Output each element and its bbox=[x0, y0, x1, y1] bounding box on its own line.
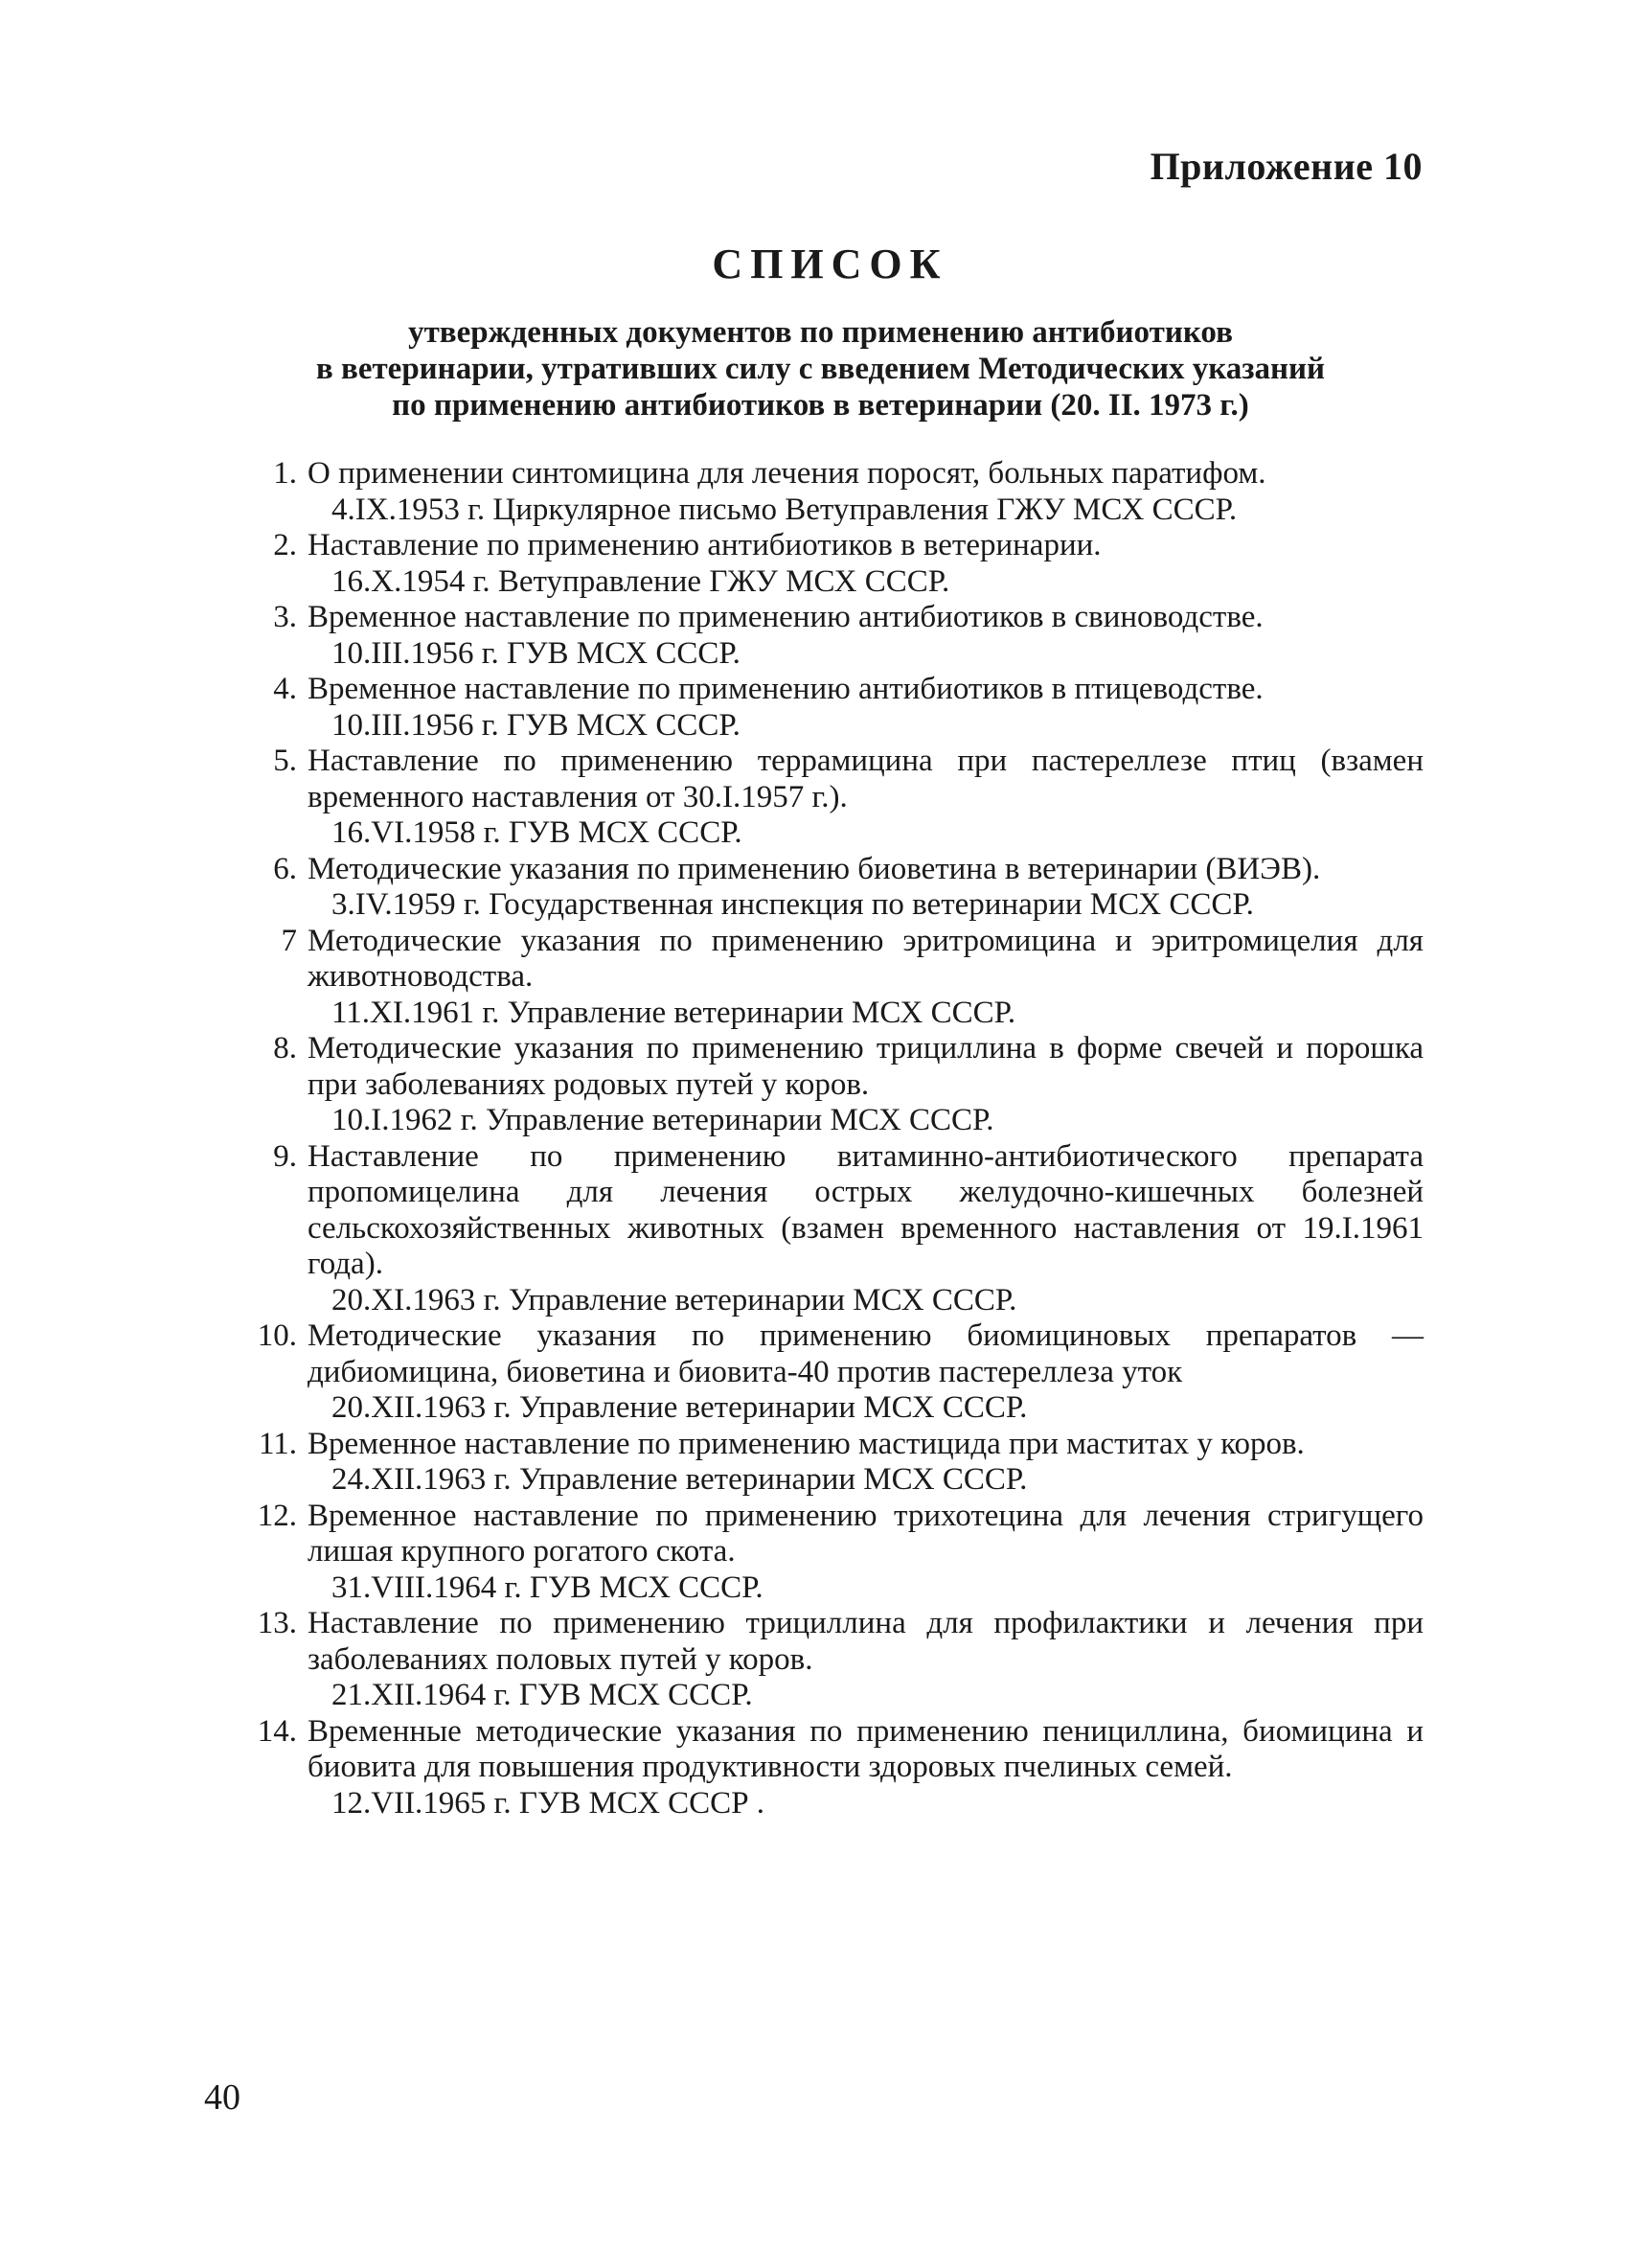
item-text: Методические указания по применению трициллина в форме свечей и порошка при заболеваниях родовых путей у коров. bbox=[308, 1031, 1424, 1102]
item-number: 13. bbox=[257, 1606, 297, 1640]
item-date: 16.X.1954 г. Ветуправление ГЖУ МСХ СССР. bbox=[331, 563, 950, 599]
item-date: 20.XI.1963 г. Управление ветеринарии МСХ СССР. bbox=[331, 1282, 1017, 1317]
item-text: Временное наставление по применению трихотецина для лечения стригущего лишая крупного рогатого скота. bbox=[308, 1498, 1424, 1569]
item-date: 12.VII.1965 г. ГУВ МСХ СССР . bbox=[331, 1785, 765, 1821]
item-text: Методические указания по применению биоветина в ветеринарии (ВИЭВ). bbox=[308, 851, 1321, 886]
item-number: 3. bbox=[273, 600, 297, 634]
document-title: СПИСОК bbox=[712, 241, 948, 287]
item-text: Временные методические указания по применению пенициллина, биомицина и биовита для повышения продуктивности здоровых пчелиных семей. bbox=[308, 1713, 1424, 1784]
list-item bbox=[247, 744, 1424, 852]
list-item bbox=[247, 600, 1424, 672]
item-date: 11.XI.1961 г. Управление ветеринарии МСХ СССР. bbox=[331, 995, 1016, 1030]
item-text: Наставление по применению трициллина для профилактики и лечения при заболеваниях половых путей у коров. bbox=[308, 1606, 1424, 1677]
item-number: 12. bbox=[257, 1498, 297, 1533]
item-number: 10. bbox=[257, 1318, 297, 1353]
item-text: Временное наставление по применению мастицида при маститах у коров. bbox=[308, 1426, 1305, 1461]
item-text: О применении синтомицина для лечения поросят, больных паратифом. bbox=[308, 456, 1266, 491]
item-number: 4. bbox=[273, 672, 297, 706]
list-item bbox=[247, 1714, 1424, 1822]
item-date: 20.XII.1963 г. Управление ветеринарии МСХ СССР. bbox=[331, 1390, 1028, 1425]
list-item bbox=[247, 1031, 1424, 1139]
item-text: Временное наставление по применению антибиотиков в свиноводстве. bbox=[308, 600, 1264, 634]
item-text: Наставление по применению витаминно-антибиотического препарата пропомицелина для лечения острых желудочно-кишечных болезней сельскохозяйственных животных (взамен временного наставления от 19.I.1961 года). bbox=[308, 1138, 1424, 1281]
item-text: Наставление по применению террамицина при пастереллезе птиц (взамен временного наставления от 30.I.1957 г.). bbox=[308, 744, 1424, 814]
item-date: 31.VIII.1964 г. ГУВ МСХ СССР. bbox=[331, 1569, 764, 1605]
list-item bbox=[247, 1318, 1424, 1427]
list-item bbox=[247, 1606, 1424, 1714]
item-number: 6. bbox=[273, 851, 297, 886]
item-text: Методические указания по применению эритромицина и эритромицелия для животноводства. bbox=[308, 923, 1424, 994]
list-item bbox=[247, 1499, 1424, 1607]
item-date: 3.IV.1959 г. Государственная инспекция по ветеринарии МСХ СССР. bbox=[331, 887, 1254, 922]
subtitle-line: по применению антибиотиков в ветеринарии (20. II. 1973 г.) bbox=[392, 388, 1249, 423]
item-date: 24.XII.1963 г. Управление ветеринарии МСХ СССР. bbox=[331, 1462, 1028, 1497]
list-item bbox=[247, 672, 1424, 744]
item-number: 11. bbox=[258, 1426, 297, 1461]
list-item bbox=[247, 528, 1424, 600]
item-text: Временное наставление по применению антибиотиков в птицеводстве. bbox=[308, 672, 1264, 706]
item-date: 21.XII.1964 г. ГУВ МСХ СССР. bbox=[331, 1678, 753, 1712]
item-text: Методические указания по применению биомициновых препаратов — дибиомицина, биоветина и биовита-40 против пастереллеза уток bbox=[308, 1318, 1424, 1389]
item-number: 8. bbox=[273, 1031, 297, 1065]
appendix-label: Приложение 10 bbox=[1150, 145, 1423, 188]
item-number: 9. bbox=[273, 1138, 297, 1174]
page-number: 40 bbox=[204, 2077, 240, 2118]
item-number: 1. bbox=[273, 456, 297, 491]
item-number: 5. bbox=[273, 744, 297, 778]
item-date: 10.III.1956 г. ГУВ МСХ СССР. bbox=[331, 635, 741, 671]
item-text: Наставление по применению антибиотиков в ветеринарии. bbox=[308, 528, 1102, 562]
item-number: 7 bbox=[281, 923, 297, 958]
list-item bbox=[247, 852, 1424, 924]
document-subtitle bbox=[144, 314, 1497, 424]
item-date: 16.VI.1958 г. ГУВ МСХ СССР. bbox=[331, 815, 742, 850]
item-date: 10.III.1956 г. ГУВ МСХ СССР. bbox=[331, 707, 741, 743]
item-number: 14. bbox=[257, 1713, 297, 1749]
list-item bbox=[247, 1427, 1424, 1499]
item-date: 4.IX.1953 г. Циркулярное письмо Ветуправления ГЖУ МСХ СССР. bbox=[331, 492, 1238, 527]
documents-list bbox=[247, 456, 1424, 1821]
list-item bbox=[247, 924, 1424, 1032]
subtitle-line: в ветеринарии, утративших силу с введением Методических указаний bbox=[315, 352, 1326, 386]
list-item bbox=[247, 1139, 1424, 1319]
subtitle-line: утвержденных документов по применению антибиотиков bbox=[408, 315, 1233, 350]
list-item bbox=[247, 456, 1424, 528]
item-date: 10.I.1962 г. Управление ветеринарии МСХ СССР. bbox=[331, 1103, 994, 1137]
item-number: 2. bbox=[273, 528, 297, 562]
